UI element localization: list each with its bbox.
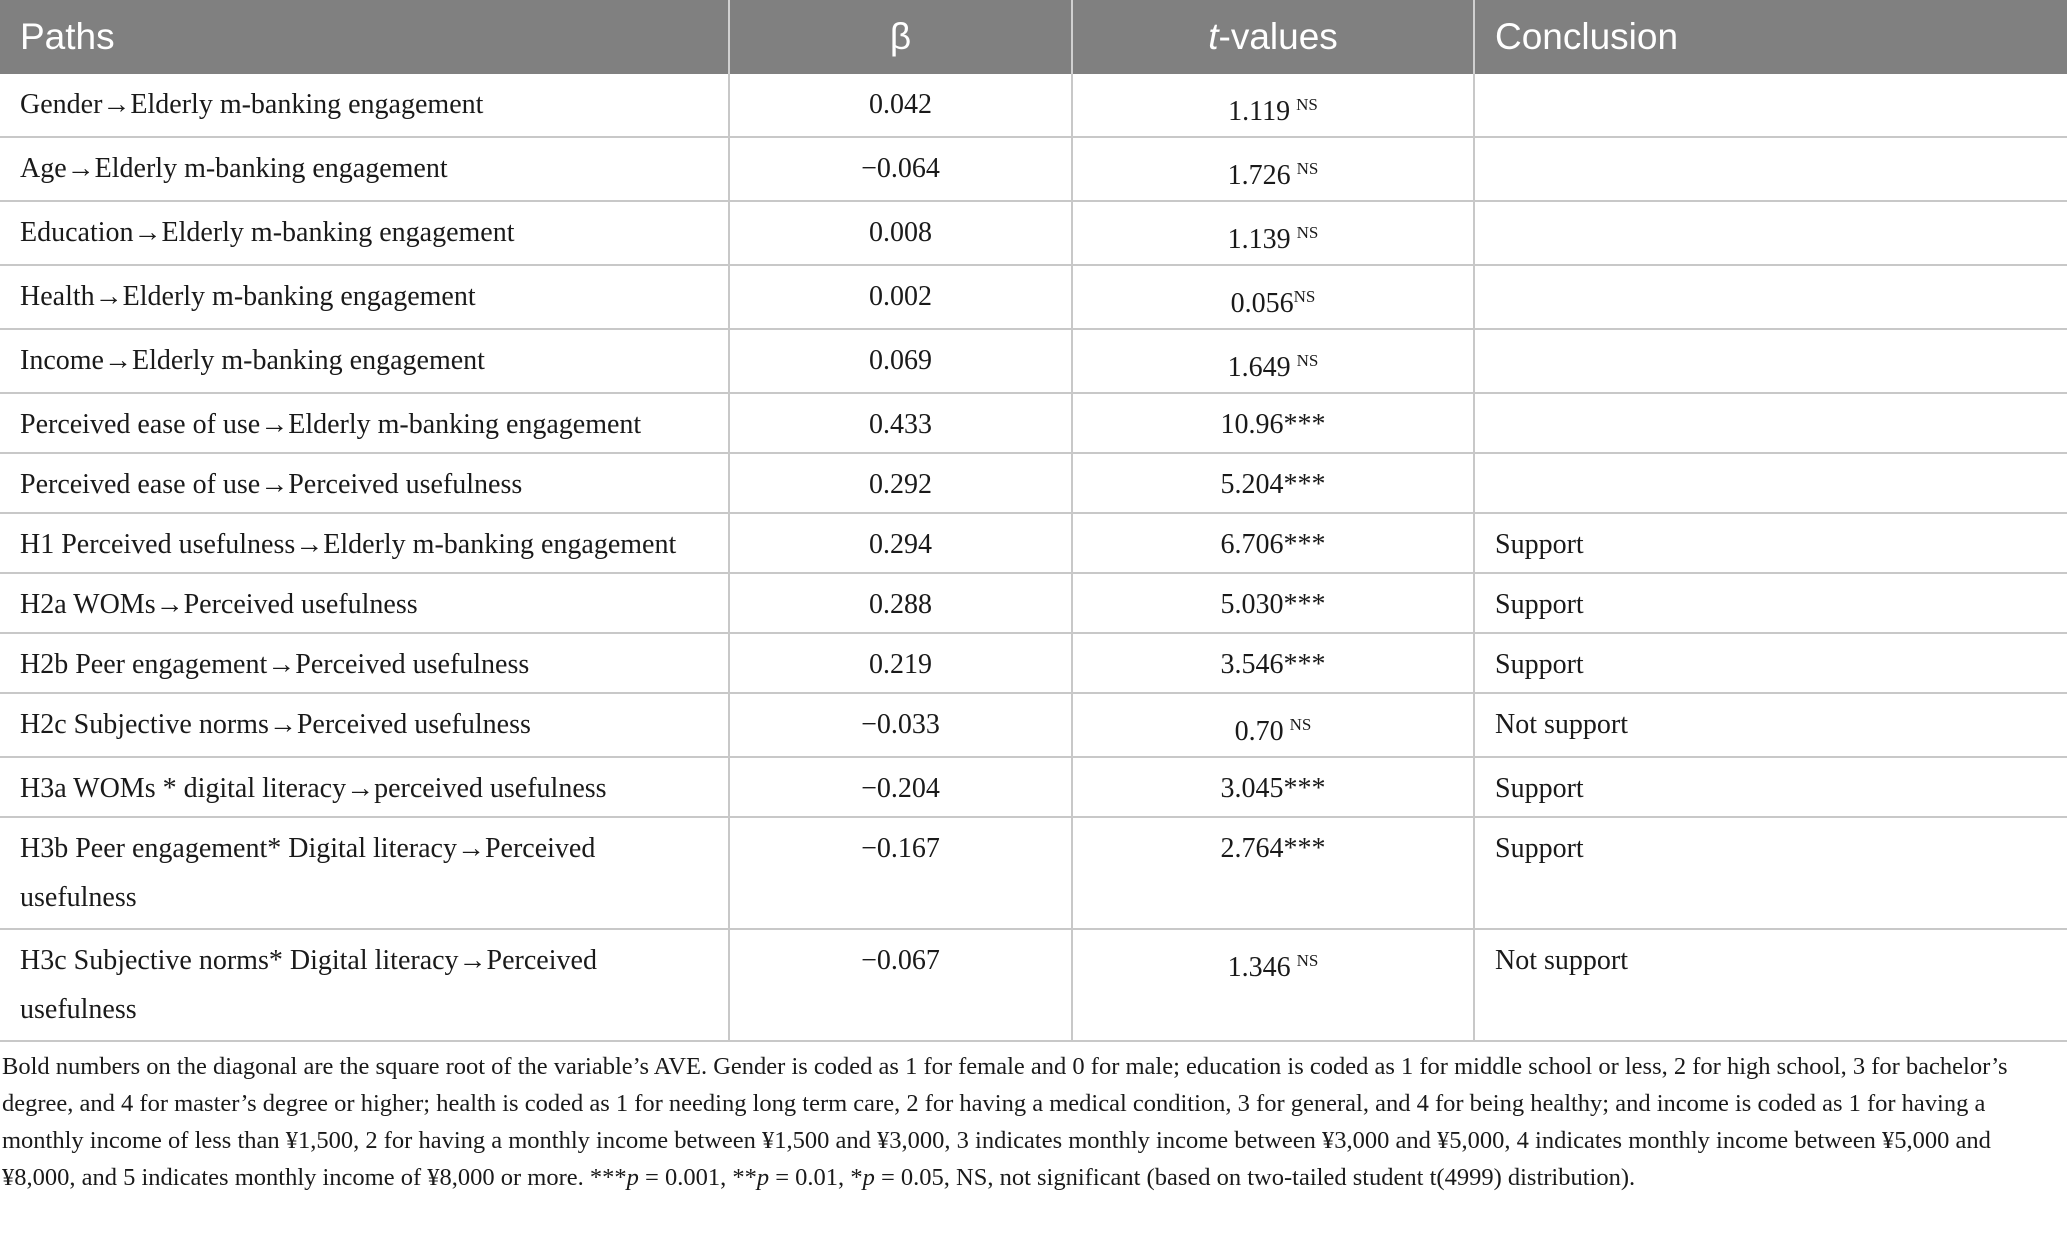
cell-beta: 0.002 [729,265,1072,329]
cell-t-value [1072,137,1474,201]
cell-t-value [1072,393,1474,453]
t-value-number: 5.204*** [1220,469,1326,500]
footnote-sig1-stars: *** [589,1164,627,1191]
footnote-sig1-value: = 0.001, [638,1164,733,1191]
cell-path: H3a WOMs * digital literacy→perceived usefulness [0,757,729,817]
cell-beta: 0.433 [729,393,1072,453]
cell-beta: −0.033 [729,693,1072,757]
table-row [0,693,2067,757]
cell-t-value [1072,201,1474,265]
t-value-number: 1.139 [1227,224,1291,255]
table-footnote [0,1042,2067,1196]
table-row [0,817,2067,929]
table-row [0,74,2067,137]
header-t-prefix: t [1208,16,1219,57]
t-value-number: 0.056 [1230,288,1294,319]
cell-beta: −0.064 [729,137,1072,201]
cell-path: Education→Elderly m-banking engagement [0,201,729,265]
cell-t-value [1072,329,1474,393]
header-t-suffix: -values [1218,16,1338,57]
footnote-sig2-p: p [756,1164,770,1191]
significance-marker: NS [1296,95,1318,114]
table-row [0,633,2067,693]
cell-beta: −0.204 [729,757,1072,817]
cell-path: H2c Subjective norms→Perceived usefulness [0,693,729,757]
cell-t-value [1072,633,1474,693]
cell-beta: 0.069 [729,329,1072,393]
cell-t-value [1072,929,1474,1041]
t-value-number: 6.706*** [1220,529,1326,560]
cell-t-value [1072,693,1474,757]
cell-t-value [1072,573,1474,633]
footnote-sig1-p: p [626,1164,639,1191]
footnote-sig3-stars: * [850,1164,863,1191]
significance-marker: NS [1296,951,1319,970]
significance-marker: NS [1289,715,1312,734]
t-value-number: 1.119 [1228,96,1291,127]
significance-marker: NS [1293,287,1316,306]
cell-path: Gender→Elderly m-banking engagement [0,74,729,137]
cell-conclusion: Support [1474,633,2067,693]
cell-t-value [1072,513,1474,573]
table-row [0,573,2067,633]
cell-conclusion [1474,201,2067,265]
t-value-number: 3.546*** [1220,649,1326,680]
cell-conclusion: Support [1474,513,2067,573]
header-row [0,0,2067,74]
cell-t-value [1072,453,1474,513]
cell-conclusion [1474,453,2067,513]
t-value-number: 10.96*** [1220,409,1326,440]
cell-beta: 0.008 [729,201,1072,265]
footnote-sig3-value: = 0.05, [874,1164,957,1191]
table-row [0,453,2067,513]
cell-t-value [1072,74,1474,137]
cell-conclusion: Support [1474,817,2067,929]
cell-conclusion: Support [1474,757,2067,817]
cell-beta: 0.292 [729,453,1072,513]
table-row [0,757,2067,817]
footnote-sig2-value: = 0.01, [769,1164,851,1191]
cell-t-value [1072,265,1474,329]
t-value-number: 2.764*** [1220,833,1326,864]
table-row [0,137,2067,201]
cell-beta: 0.288 [729,573,1072,633]
significance-marker: NS [1296,223,1319,242]
cell-beta: 0.294 [729,513,1072,573]
cell-path: Age→Elderly m-banking engagement [0,137,729,201]
t-value-number: 1.726 [1227,160,1291,191]
cell-beta: 0.219 [729,633,1072,693]
table-row [0,201,2067,265]
t-value-number: 1.649 [1227,352,1291,383]
footnote-sig2-stars: ** [732,1164,757,1191]
table-body [0,74,2067,1041]
cell-conclusion [1474,265,2067,329]
cell-path: H3c Subjective norms* Digital literacy→Perceived usefulness [0,929,729,1041]
cell-conclusion [1474,393,2067,453]
table-row [0,513,2067,573]
cell-path: H3b Peer engagement* Digital literacy→Perceived usefulness [0,817,729,929]
cell-path: Perceived ease of use→Perceived usefulness [0,453,729,513]
cell-t-value [1072,817,1474,929]
table-row [0,929,2067,1041]
header-t-values [1072,0,1474,74]
cell-conclusion [1474,137,2067,201]
table-row [0,265,2067,329]
cell-conclusion [1474,329,2067,393]
header-beta: β [729,0,1072,74]
cell-conclusion [1474,74,2067,137]
t-value-number: 5.030*** [1220,589,1326,620]
header-conclusion: Conclusion [1474,0,2067,74]
cell-path: H2b Peer engagement→Perceived usefulness [0,633,729,693]
cell-beta: 0.042 [729,74,1072,137]
cell-path: H2a WOMs→Perceived usefulness [0,573,729,633]
footnote-sig3-p: p [862,1164,875,1191]
cell-conclusion: Support [1474,573,2067,633]
t-value-number: 3.045*** [1220,773,1326,804]
cell-beta: −0.067 [729,929,1072,1041]
table-row [0,329,2067,393]
t-value-number: 1.346 [1227,952,1291,983]
t-value-number: 0.70 [1234,716,1284,747]
footnote-tail: NS, not significant (based on two-tailed student t(4999) distribution). [956,1164,1636,1191]
cell-conclusion: Not support [1474,929,2067,1041]
header-paths: Paths [0,0,729,74]
significance-marker: NS [1296,351,1319,370]
cell-t-value [1072,757,1474,817]
cell-beta: −0.167 [729,817,1072,929]
cell-path: Health→Elderly m-banking engagement [0,265,729,329]
cell-conclusion: Not support [1474,693,2067,757]
cell-path: Income→Elderly m-banking engagement [0,329,729,393]
significance-marker: NS [1296,159,1319,178]
cell-path: H1 Perceived usefulness→Elderly m-banking engagement [0,513,729,573]
cell-path: Perceived ease of use→Elderly m-banking engagement [0,393,729,453]
table-row [0,393,2067,453]
footnote-main: Bold numbers on the diagonal are the square root of the variable’s AVE. Gender is coded as 1 for female and 0 for male; education is coded as 1 for middle school or less, 2 for high school, 3 for bachelor’s degree, and 4 for master’s degree or higher; health is coded as 1 for needing long term care, 2 for having a medical condition, 3 for general, and 4 for being healthy; and income is coded as 1 for having a monthly income of less than ¥1,500, 2 for having a monthly income between ¥1,500 and ¥3,000, 3 indicates monthly income between ¥3,000 and ¥5,000, 4 indicates monthly income between ¥5,000 and ¥8,000, and 5 indicates monthly income of ¥8,000 or more. [2,1053,2008,1191]
